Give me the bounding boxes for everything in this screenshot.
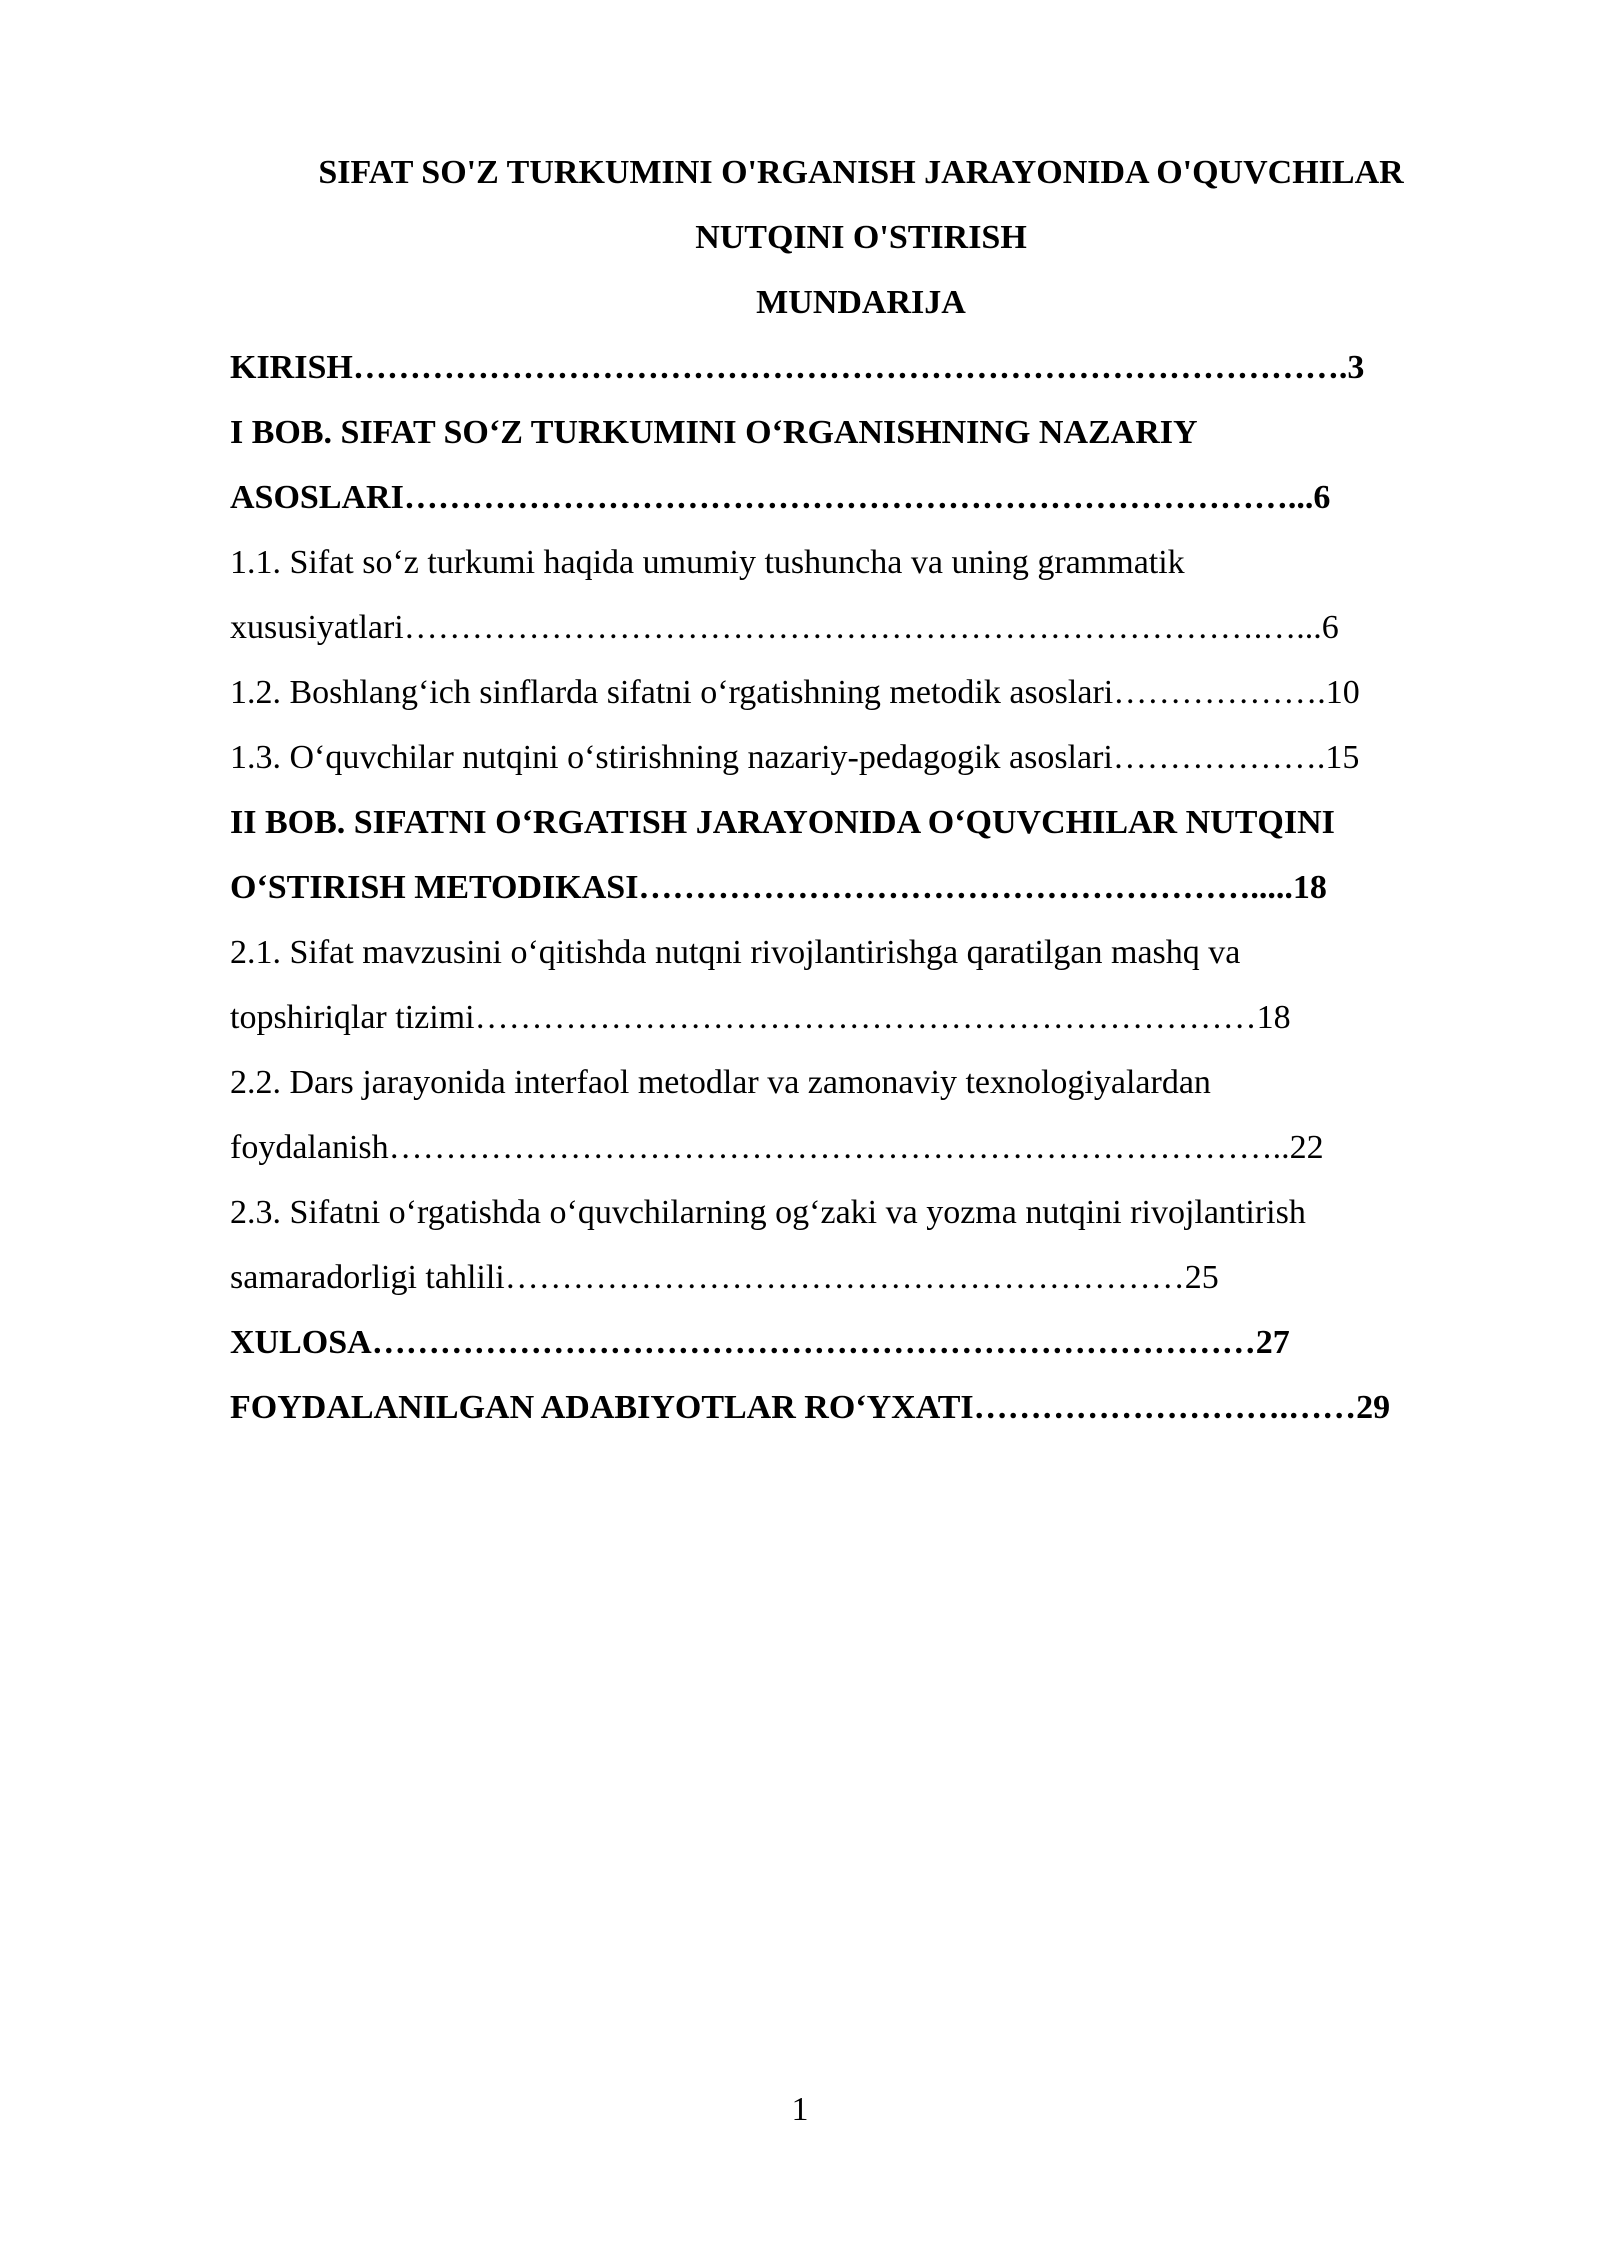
toc-line: I BOB. SIFAT SOʻZ TURKUMINI OʻRGANISHNING NAZARIY [230,414,1198,451]
toc-line: 1.3. Oʻquvchilar nutqini oʻstirishning nazariy-pedagogik asoslari……………….15 [230,739,1360,776]
page-number: 1 [791,2091,809,2128]
toc-line: 2.3. Sifatni oʻrgatishda oʻquvchilarning ogʻzaki va yozma nutqini rivojlantirish [230,1194,1306,1231]
toc-line: 1.2. Boshlangʻich sinflarda sifatni oʻrgatishning metodik asoslari……………….10 [230,674,1360,711]
toc-line: 2.2. Dars jarayonida interfaol metodlar va zamonaviy texnologiyalardan [230,1064,1211,1101]
toc-line: FOYDALANILGAN ADABIYOTLAR ROʻYXATI……………………….……29 [230,1389,1391,1426]
toc-line: 2.1. Sifat mavzusini oʻqitishda nutqni rivojlantirishga qaratilgan mashq va [230,934,1241,971]
document-title-line-1: SIFAT SO'Z TURKUMINI O'RGANISH JARAYONIDA O'QUVCHILAR [318,154,1404,191]
toc-line: samaradorligi tahlili……………………………………………………25 [230,1259,1219,1296]
toc-line: foydalanish……………………………………………………………………..22 [230,1129,1324,1166]
toc-line: xususiyatlari………………………………………………………………….…...6 [230,609,1339,646]
toc-line: 1.1. Sifat soʻz turkumi haqida umumiy tushuncha va uning grammatik [230,544,1185,581]
toc-line: XULOSA……………………………………………………………………27 [230,1324,1290,1361]
table-of-contents [230,335,1492,1440]
toc-line: KIRISH…………………………………………………………………………….3 [230,349,1365,386]
toc-line: OʻSTIRISH METODIKASI……………………………………………….....18 [230,869,1327,906]
toc-line: II BOB. SIFATNI OʻRGATISH JARAYONIDA OʻQUVCHILAR NUTQINI [230,804,1335,841]
toc-heading: MUNDARIJA [756,284,966,321]
toc-line: ASOSLARI……………………………………………………………………...6 [230,479,1331,516]
document-page [230,140,1492,1440]
document-title-line-2: NUTQINI O'STIRISH [695,219,1027,256]
toc-line: topshiriqlar tizimi……………………………………………………………18 [230,999,1291,1036]
